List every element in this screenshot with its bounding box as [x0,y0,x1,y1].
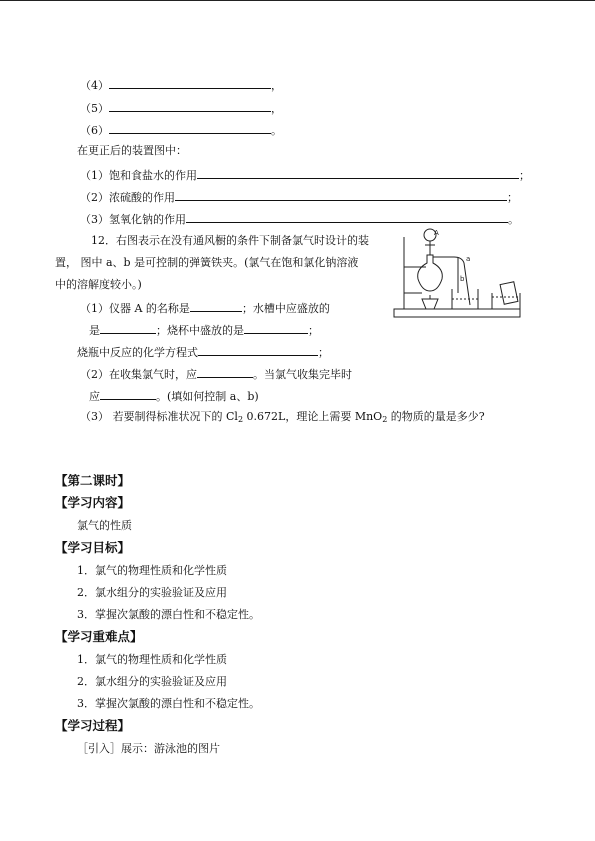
item-4 [80,77,282,93]
question-3-end: 。 [508,213,519,226]
base-board [394,309,520,317]
q12-part-2 [80,366,352,382]
q12-part-1-text: ；烧杯中盛放的是 [156,324,244,337]
item-6-end: 。 [271,124,282,137]
item-6-label: （6） [80,124,109,137]
q12-part-2-text: 。当氯气收集完毕时 [253,368,352,381]
water-trough [492,293,520,309]
q12-part-2-text: 。(填如何控制 a、b) [156,390,259,403]
item-5-label: （5） [80,102,109,115]
equation-end: ； [318,346,329,359]
question-1 [80,167,530,183]
label-A: A [434,229,439,237]
heading-second-period: 【第二课时】 [55,473,131,488]
heading-learning-goals: 【学习目标】 [55,540,131,555]
equation-label: 烧瓶中反应的化学方程式 [77,346,198,359]
chlorine-apparatus-diagram [392,223,534,323]
heading-key-points: 【学习重难点】 [55,629,143,644]
q12-part-1-text: ；水槽中应盛放的 [241,302,330,315]
answer-blank[interactable] [197,366,253,378]
q12-part-1-text: 是 [89,324,100,337]
q12-part-2-cont [89,388,259,404]
q12-part-1-label: （1）仪器 A 的名称是 [80,302,190,315]
q12-part-3-text: 0.672L，理论上需要 MnO [243,410,383,423]
corrected-setup-intro: 在更正后的装置图中： [77,144,187,157]
subscript: 2 [237,415,244,424]
heading-learning-process: 【学习过程】 [55,718,131,733]
q12-line-3: 中的溶解度较小。) [55,278,142,291]
answer-blank[interactable] [244,322,308,334]
answer-blank[interactable] [175,189,507,201]
label-a: a [466,255,471,263]
q12-part-1 [80,300,330,316]
answer-blank[interactable] [109,122,271,134]
answer-blank[interactable] [197,167,519,179]
key-point-item: 2．氯水组分的实验验证及应用 [77,675,227,688]
q12-equation [77,344,329,360]
answer-blank[interactable] [100,388,156,400]
q12-part-2-text: 应 [89,390,100,403]
item-5 [80,100,282,116]
goal-item: 3．掌握次氯酸的漂白性和不稳定性。 [77,608,260,621]
page-top-border [0,0,595,1]
key-point-item: 3．掌握次氯酸的漂白性和不稳定性。 [77,697,260,710]
alcohol-lamp [422,299,438,309]
answer-blank[interactable] [109,77,271,89]
item-4-label: （4） [80,79,109,92]
answer-blank[interactable] [186,211,508,223]
answer-blank[interactable] [109,100,271,112]
q12-part-3-label: （3） 若要制得标准状况下的 Cl [80,410,238,423]
answer-blank[interactable] [198,344,318,356]
question-1-label: （1）饱和食盐水的作用 [80,169,197,182]
question-2-label: （2）浓硫酸的作用 [80,191,175,204]
goal-item: 2．氯水组分的实验验证及应用 [77,586,227,599]
item-6 [80,122,282,138]
q12-line-1: 12．右图表示在没有通风橱的条件下制备氯气时设计的装 [91,234,369,247]
q12-part-1-cont [89,322,319,338]
item-5-end: ， [271,102,282,115]
item-4-end: ， [271,79,282,92]
round-bottom-flask [418,255,443,291]
answer-blank[interactable] [100,322,156,334]
question-3-label: （3）氢氧化钠的作用 [80,213,186,226]
goal-item: 1．氯气的物理性质和化学性质 [77,564,227,577]
q12-line-2: 置， 图中 a、b 是可控制的弹簧铁夹。(氯气在饱和氯化钠溶液 [55,256,359,269]
q12-part-3 [80,410,485,425]
collecting-bottle [500,282,518,304]
learning-content: 氯气的性质 [77,519,132,532]
answer-blank[interactable] [190,300,242,312]
heading-learning-content: 【学习内容】 [55,495,131,510]
question-2-end: ； [507,191,518,204]
key-point-item: 1．氯气的物理性质和化学性质 [77,653,227,666]
process-intro: ［引入］展示：游泳池的图片 [77,742,220,755]
q12-part-3-text: 的物质的量是多少? [387,410,485,423]
q12-part-2-label: （2）在收集氯气时，应 [80,368,197,381]
question-2 [80,189,518,205]
label-b: b [460,275,465,283]
q12-part-1-end: ； [308,324,319,337]
question-1-end: ； [519,169,530,182]
subscript: 2 [382,415,388,424]
